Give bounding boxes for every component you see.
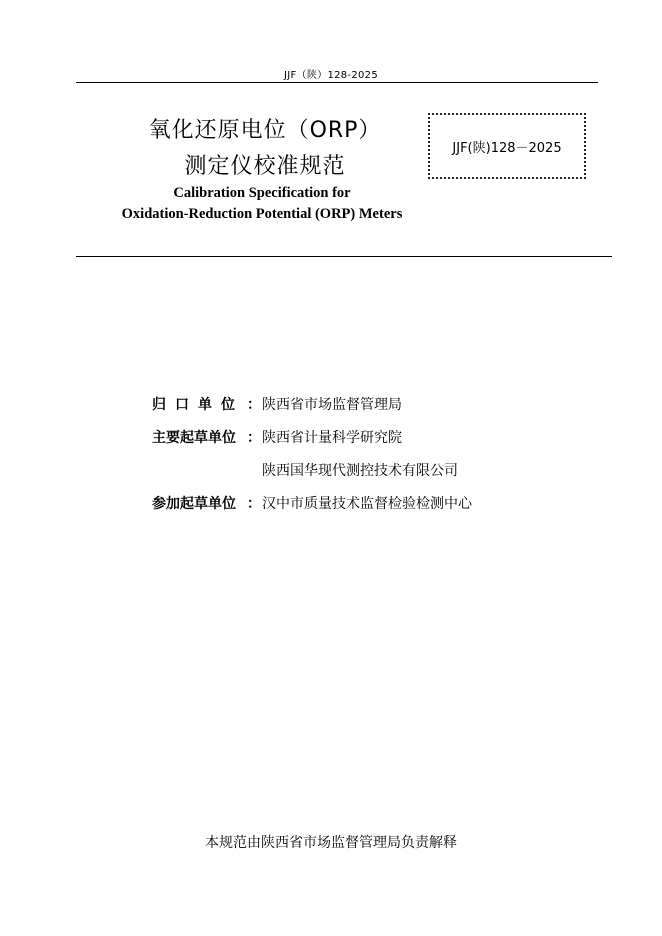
responsible-unit-row bbox=[0, 393, 662, 417]
responsible-unit-label: 归口单位 bbox=[152, 397, 244, 413]
main-drafting-unit-row bbox=[0, 426, 662, 450]
main-drafting-unit-value: 陕西省计量科学研究院 bbox=[262, 430, 402, 446]
participating-unit-row bbox=[0, 492, 662, 516]
label-colon: ： bbox=[247, 430, 261, 446]
document-title-en-line2: Oxidation-Reduction Potential (ORP) Meters bbox=[121, 206, 403, 222]
main-drafting-unit-label: 主要起草单位 bbox=[152, 430, 236, 446]
specification-code-box bbox=[428, 113, 586, 179]
responsible-unit-value: 陕西省市场监督管理局 bbox=[262, 397, 402, 413]
label-colon: ： bbox=[247, 496, 261, 512]
header-rule bbox=[76, 82, 598, 83]
section-rule bbox=[76, 256, 612, 257]
specification-code: JJF(陕)128－2025 bbox=[452, 140, 562, 156]
document-title-en-line1: Calibration Specification for bbox=[173, 185, 351, 201]
label-colon: ： bbox=[247, 397, 261, 413]
running-header: JJF（陕）128-2025 bbox=[284, 70, 378, 81]
interpretation-note: 本规范由陕西省市场监督管理局负责解释 bbox=[205, 835, 457, 851]
participating-unit-value: 汉中市质量技术监督检验检测中心 bbox=[262, 496, 472, 512]
document-title-cn-line1: 氧化还原电位（ORP） bbox=[148, 118, 382, 143]
participating-unit-label: 参加起草单位 bbox=[152, 496, 236, 512]
document-title-cn-line2: 测定仪校准规范 bbox=[184, 154, 346, 179]
main-drafting-unit-value: 陕西国华现代测控技术有限公司 bbox=[262, 463, 458, 479]
main-drafting-unit-row-continued bbox=[0, 459, 662, 483]
